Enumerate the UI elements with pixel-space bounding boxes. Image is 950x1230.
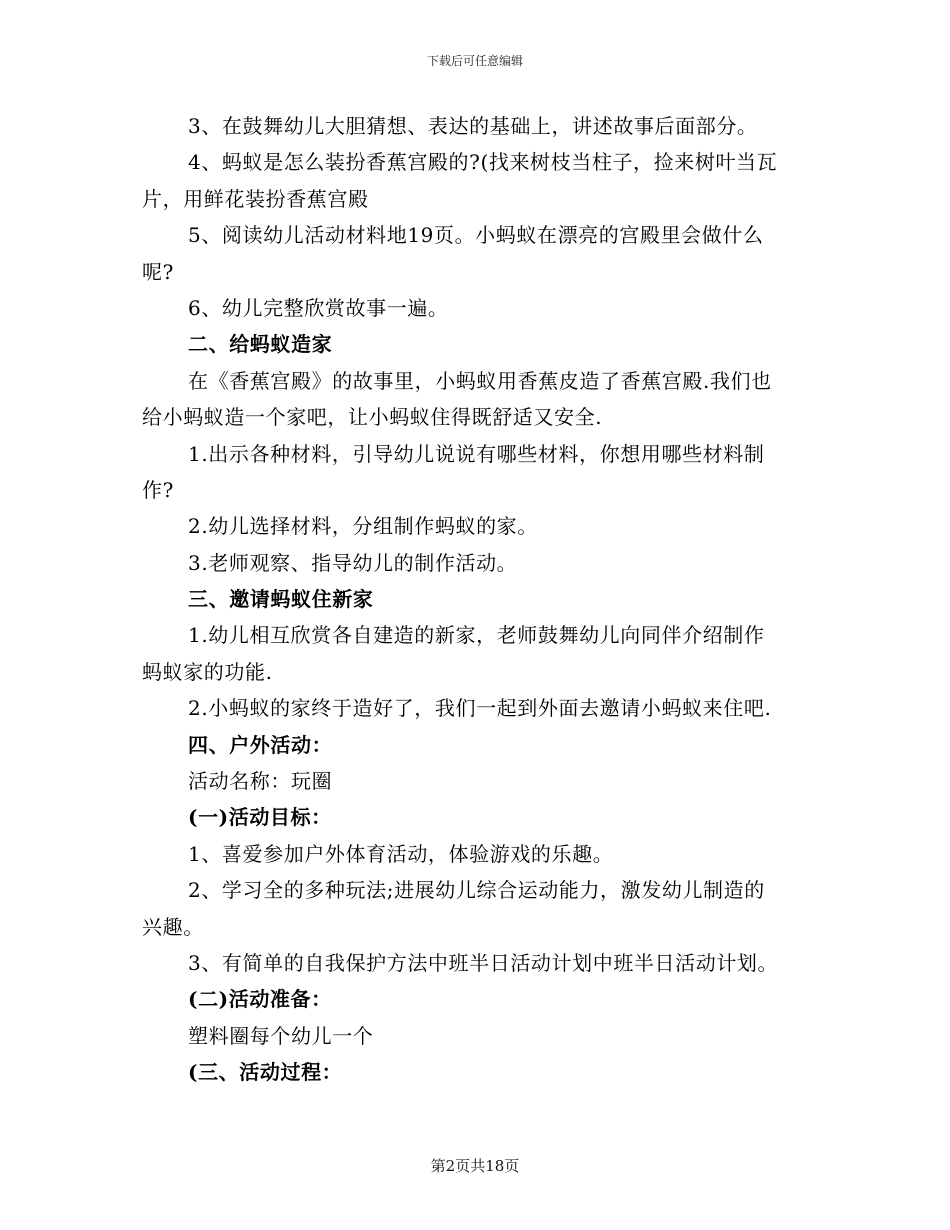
paragraph-line: 6、幼儿完整欣赏故事一遍。 xyxy=(188,295,449,320)
paragraph-line: 1.出示各种材料，引导幼儿说说有哪些材料，你想用哪些材料制 xyxy=(188,441,765,466)
paragraph-line-continued: 片，用鲜花装扮香蕉宫殿 xyxy=(142,186,369,211)
paragraph-line: 在《香蕉宫殿》的故事里，小蚂蚁用香蕉皮造了香蕉宫殿.我们也 xyxy=(188,368,772,393)
paragraph-line: 塑料圈每个幼儿一个 xyxy=(188,1023,374,1048)
paragraph-line: 1、喜爱参加户外体育活动，体验游戏的乐趣。 xyxy=(188,841,614,866)
paragraph-line: 4、蚂蚁是怎么装扮香蕉宫殿的?(找来树枝当柱子，捡来树叶当瓦 xyxy=(188,150,778,175)
paragraph-line: 2.小蚂蚁的家终于造好了，我们一起到外面去邀请小蚂蚁来住吧. xyxy=(188,696,772,721)
paragraph-line: 3.老师观察、指导幼儿的制作活动。 xyxy=(188,550,518,575)
paragraph-line-continued: 蚂蚁家的功能. xyxy=(142,659,273,684)
paragraph-line: 2、学习全的多种玩法;进展幼儿综合运动能力，激发幼儿制造的 xyxy=(188,878,765,903)
paragraph-line: 活动名称：玩圈 xyxy=(188,769,333,794)
paragraph-line-continued: 兴趣。 xyxy=(142,914,204,939)
paragraph-line: 1.幼儿相互欣赏各自建造的新家，老师鼓舞幼儿向同伴介绍制作 xyxy=(188,623,765,648)
section-heading: 二、给蚂蚁造家 xyxy=(188,332,333,357)
paragraph-line-continued: 呢? xyxy=(142,259,174,284)
page-header: 下载后可任意编辑 xyxy=(426,54,523,68)
paragraph-line: 3、有简单的自我保护方法中班半日活动计划中班半日活动计划。 xyxy=(188,950,779,975)
paragraph-line-continued: 给小蚂蚁造一个家吧，让小蚂蚁住得既舒适又安全. xyxy=(142,405,603,430)
page-footer: 第2页共18页 xyxy=(430,1157,520,1175)
document-body xyxy=(142,108,808,1091)
paragraph-line: 5、阅读幼儿活动材料地19页。小蚂蚁在漂亮的宫殿里会做什么 xyxy=(188,223,764,248)
subsection-heading: (二)活动准备： xyxy=(188,987,332,1012)
section-heading: 四、户外活动： xyxy=(188,732,333,757)
paragraph-line: 3、在鼓舞幼儿大胆猜想、表达的基础上，讲述故事后面部分。 xyxy=(188,114,758,138)
paragraph-line: 2.幼儿选择材料，分组制作蚂蚁的家。 xyxy=(188,514,538,539)
subsection-heading: (一)活动目标： xyxy=(188,805,332,830)
paragraph-line-continued: 作? xyxy=(142,477,174,502)
subsection-heading: (三、活动过程： xyxy=(188,1060,343,1085)
section-heading: 三、邀请蚂蚁住新家 xyxy=(188,587,374,612)
